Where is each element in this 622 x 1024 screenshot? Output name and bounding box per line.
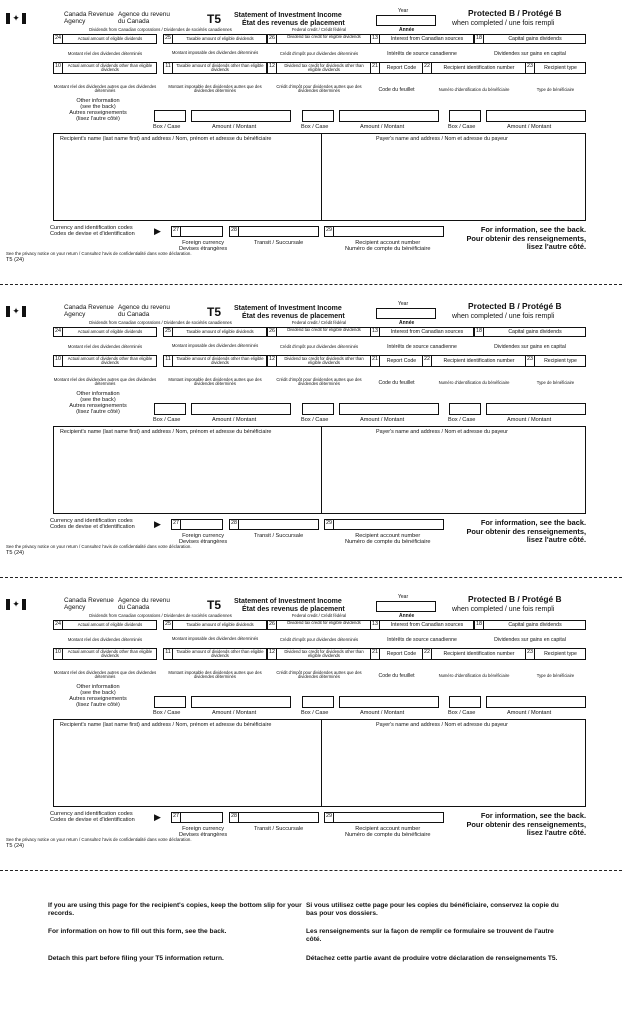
box-26[interactable]: 26 Dividend tax credit for eligible dividends — [267, 620, 371, 630]
recipient-name-address[interactable]: Recipient's name (last name first) and address / Nom, prénom et adresse du bénéficiaire — [53, 426, 322, 514]
box-13[interactable]: 13 Interest from Canadian sources — [370, 327, 474, 337]
year-label: Year — [398, 301, 409, 307]
box-12[interactable]: 12 Dividend tax credit for dividends other than eligible dividends — [267, 648, 371, 660]
box-13[interactable]: 13 Interest from Canadian sources — [370, 34, 474, 44]
protected-b: Protected B / Protégé B — [468, 8, 562, 18]
box-29[interactable]: 29 — [324, 519, 444, 530]
other-info-label: Other information (see the back) Autres renseignements (lisez l'autre côté) — [69, 98, 127, 123]
year-label: Year — [398, 594, 409, 600]
other-box-2[interactable] — [302, 696, 334, 708]
other-box-1[interactable] — [154, 110, 186, 122]
box-27[interactable]: 27 — [171, 226, 223, 237]
other-amount-3[interactable] — [486, 110, 586, 122]
when-completed: when completed / une fois rempli — [452, 20, 555, 27]
currency-codes-label: Currency and identification codes Codes de devise et d'identification — [50, 225, 135, 238]
other-box-2[interactable] — [302, 403, 334, 415]
box-23[interactable]: 23 Recipient type — [525, 355, 586, 367]
box-12[interactable]: 12 Dividend tax credit for dividends other than eligible dividends — [267, 355, 371, 367]
currency-codes-label: Currency and identification codes Codes de devise et d'identification — [50, 518, 135, 531]
year-field[interactable] — [376, 601, 436, 612]
other-amount-3[interactable] — [486, 696, 586, 708]
form-version: T5 (24) — [6, 843, 25, 849]
form-version: T5 (24) — [6, 257, 25, 263]
box-29[interactable]: 29 — [324, 812, 444, 823]
box-25[interactable]: 25 Taxable amount of eligible dividends — [163, 620, 267, 630]
canada-flag-icon: ✦ — [6, 306, 26, 317]
other-amount-2[interactable] — [339, 403, 439, 415]
note-keep-bottom-en: If you are using this page for the recipient's copies, keep the bottom slip for your records. — [48, 902, 302, 917]
form-code: T5 — [207, 598, 222, 612]
box-25[interactable]: 25 Taxable amount of eligible dividends — [163, 34, 267, 44]
box-28[interactable]: 28 — [229, 226, 319, 237]
federal-credit-header: Federal credit / Crédit fédéral — [291, 27, 347, 32]
form-code: T5 — [207, 305, 222, 319]
payer-name-address[interactable]: Payer's name and address / Nom et adresse du payeur — [321, 426, 586, 514]
box-18[interactable]: 18 Capital gains dividends — [474, 620, 586, 630]
box-24[interactable]: 24 Actual amount of eligible dividends — [53, 34, 157, 44]
other-amount-2[interactable] — [339, 110, 439, 122]
form-version: T5 (24) — [6, 550, 25, 556]
box-10[interactable]: 10 Actual amount of dividends other than eligible dividends — [53, 648, 157, 660]
year-field[interactable] — [376, 15, 436, 26]
other-box-3[interactable] — [449, 110, 481, 122]
year-label: Year — [398, 8, 409, 14]
form-code: T5 — [207, 12, 222, 26]
agency-en: Canada Revenue Agency — [64, 11, 114, 25]
when-completed: when completed / une fois rempli — [452, 606, 555, 613]
currency-codes-label: Currency and identification codes Codes de devise et d'identification — [50, 811, 135, 824]
box-11[interactable]: 11 Taxable amount of dividends other than eligible dividends — [163, 648, 267, 660]
box-22[interactable]: 22 Recipient identification number — [422, 355, 526, 367]
recipient-name-address[interactable]: Recipient's name (last name first) and address / Nom, prénom et adresse du bénéficiaire — [53, 719, 322, 807]
box-22[interactable]: 22 Recipient identification number — [422, 62, 526, 74]
t5-slip: ✦ Canada Revenue Agency Agence du revenu du Canada T5 Statement of Investment Income État des revenus de placement Year Année Protected B / Protégé B when completed / une fois rempli Dividends from Canadian corporations / Dividendes de sociétés canadiennes Federal credit / Crédit fédéral 24 Actual amount of eligible dividends 25 Taxable amount of eligible dividends 26 Dividend tax credit for eligible dividends 13 Interest from Canadian sources 18 Capital gains dividends Montant réel des dividendes déterminés Montant imposable des dividendes déterminés Crédit d'impôt pour dividendes déterminés Intérêts de source canadienne Dividendes sur gains en capital 10 Actual amount of dividends other than eligible dividends 11 Taxable amount of dividends other than eligible dividends 12 Dividend tax credit for dividends other than eligible dividends 21 Report Code 22 Recipient identification number 23 Recipient type Montant réel des dividendes autres que des dividendes déterminés Montant imposable des dividendes autres que des dividendes déterminés Crédit d'impôt pour dividendes autres que des dividendes déterminés Code du feuillet Numéro d'identification du bénéficiaire Type de bénéficiaire Other information (see the back) Autres renseignements (lisez l'autre côté) Box / Case Amount / Montant Box / Case Amount / Montant Box / Case Amount / Montant Recipient's name (last name first) and address / Nom, prénom et adresse du bénéficiaire Payer's name and address / Nom et adresse du payeur Currency and identification codes Codes de devise et d'identification ▶ 27 28 29 Foreign currency Devises étrangères Transit / Succursale Recipient account number Numéro de compte du bénéficiaire For information, see the back. Pour obtenir des renseignements, lisez l'autre côté. See the privacy notice on your return / Consultez l'avis de confidentialité dans votre déclaration. T5 (24) — [6, 8, 586, 263]
other-amount-1[interactable] — [191, 696, 291, 708]
agency-fr: Agence du revenu du Canada — [118, 304, 170, 318]
note-keep-bottom-fr: Si vous utilisez cette page pour les copies du bénéficiaire, conservez la copie du bas pour vos dossiers. — [306, 902, 559, 917]
note-how-to-fill-fr: Les renseignements sur la façon de remplir ce formulaire se trouvent de l'autre côté. — [306, 928, 554, 943]
arrow-right-icon: ▶ — [154, 226, 161, 236]
title-fr: État des revenus de placement — [242, 20, 345, 27]
box-23[interactable]: 23 Recipient type — [525, 62, 586, 74]
box-12[interactable]: 12 Dividend tax credit for dividends other than eligible dividends — [267, 62, 371, 74]
recipient-name-address[interactable]: Recipient's name (last name first) and address / Nom, prénom et adresse du bénéficiaire — [53, 133, 322, 221]
box-21[interactable]: 21 Report Code — [370, 355, 423, 367]
canada-flag-icon: ✦ — [6, 599, 26, 610]
year-label-fr: Année — [399, 27, 415, 33]
other-box-1[interactable] — [154, 696, 186, 708]
protected-b: Protected B / Protégé B — [468, 594, 562, 604]
detach-line — [0, 284, 622, 285]
box-28[interactable]: 28 — [229, 812, 319, 823]
note-how-to-fill-en: For information on how to fill out this form, see the back. — [48, 928, 227, 935]
payer-name-address[interactable]: Payer's name and address / Nom et adresse du payeur — [321, 719, 586, 807]
box-29[interactable]: 29 — [324, 226, 444, 237]
box-11[interactable]: 11 Taxable amount of dividends other than eligible dividends — [163, 355, 267, 367]
payer-name-address[interactable]: Payer's name and address / Nom et adresse du payeur — [321, 133, 586, 221]
title-fr: État des revenus de placement — [242, 606, 345, 613]
t5-slip: ✦ Canada Revenue Agency Agence du revenu du Canada T5 Statement of Investment Income État des revenus de placement Year Année Protected B / Protégé B when completed / une fois rempli Dividends from Canadian corporations / Dividendes de sociétés canadiennes Federal credit / Crédit fédéral 24 Actual amount of eligible dividends 25 Taxable amount of eligible dividends 26 Dividend tax credit for eligible dividends 13 Interest from Canadian sources 18 Capital gains dividends Montant réel des dividendes déterminés Montant imposable des dividendes déterminés Crédit d'impôt pour dividendes déterminés Intérêts de source canadienne Dividendes sur gains en capital 10 Actual amount of dividends other than eligible dividends 11 Taxable amount of dividends other than eligible dividends 12 Dividend tax credit for dividends other than eligible dividends 21 Report Code 22 Recipient identification number 23 Recipient type Montant réel des dividendes autres que des dividendes déterminés Montant imposable des dividendes autres que des dividendes déterminés Crédit d'impôt pour dividendes autres que des dividendes déterminés Code du feuillet Numéro d'identification du bénéficiaire Type de bénéficiaire Other information (see the back) Autres renseignements (lisez l'autre côté) Box / Case Amount / Montant Box / Case Amount / Montant Box / Case Amount / Montant Recipient's name (last name first) and address / Nom, prénom et adresse du bénéficiaire Payer's name and address / Nom et adresse du payeur Currency and identification codes Codes de devise et d'identification ▶ 27 28 29 Foreign currency Devises étrangères Transit / Succursale Recipient account number Numéro de compte du bénéficiaire For information, see the back. Pour obtenir des renseignements, lisez l'autre côté. See the privacy notice on your return / Consultez l'avis de confidentialité dans votre déclaration. T5 (24) — [6, 301, 586, 556]
info-see-back: For information, see the back. Pour obtenir des renseignements, lisez l'autre côté. — [466, 225, 586, 252]
box-23[interactable]: 23 Recipient type — [525, 648, 586, 660]
other-info-label: Other information (see the back) Autres renseignements (lisez l'autre côté) — [69, 684, 127, 709]
box-27[interactable]: 27 — [171, 812, 223, 823]
other-box-2[interactable] — [302, 110, 334, 122]
box-26[interactable]: 26 Dividend tax credit for eligible dividends — [267, 34, 371, 44]
box-21[interactable]: 21 Report Code — [370, 648, 423, 660]
when-completed: when completed / une fois rempli — [452, 313, 555, 320]
box-13[interactable]: 13 Interest from Canadian sources — [370, 620, 474, 630]
box-25[interactable]: 25 Taxable amount of eligible dividends — [163, 327, 267, 337]
other-box-1[interactable] — [154, 403, 186, 415]
arrow-right-icon: ▶ — [154, 519, 161, 529]
box-21[interactable]: 21 Report Code — [370, 62, 423, 74]
box-10[interactable]: 10 Actual amount of dividends other than eligible dividends — [53, 62, 157, 74]
box-27[interactable]: 27 — [171, 519, 223, 530]
title-fr: État des revenus de placement — [242, 313, 345, 320]
box-18[interactable]: 18 Capital gains dividends — [474, 34, 586, 44]
other-amount-1[interactable] — [191, 110, 291, 122]
agency-fr: Agence du revenu du Canada — [118, 11, 170, 25]
other-amount-3[interactable] — [486, 403, 586, 415]
detach-line — [0, 870, 622, 871]
dividends-header: Dividends from Canadian corporations / Dividendes de sociétés canadiennes — [89, 320, 232, 325]
arrow-right-icon: ▶ — [154, 812, 161, 822]
other-info-label: Other information (see the back) Autres renseignements (lisez l'autre côté) — [69, 391, 127, 416]
dividends-header: Dividends from Canadian corporations / Dividendes de sociétés canadiennes — [89, 613, 232, 618]
info-see-back: For information, see the back. Pour obtenir des renseignements, lisez l'autre côté. — [466, 518, 586, 545]
privacy-notice: See the privacy notice on your return / Consultez l'avis de confidentialité dans votre déclaration. — [6, 251, 192, 256]
title-en: Statement of Investment Income — [234, 305, 342, 312]
box-24[interactable]: 24 Actual amount of eligible dividends — [53, 327, 157, 337]
box-26[interactable]: 26 Dividend tax credit for eligible dividends — [267, 327, 371, 337]
info-see-back: For information, see the back. Pour obtenir des renseignements, lisez l'autre côté. — [466, 811, 586, 838]
other-amount-1[interactable] — [191, 403, 291, 415]
canada-flag-icon: ✦ — [6, 13, 26, 24]
box-18[interactable]: 18 Capital gains dividends — [474, 327, 586, 337]
agency-fr: Agence du revenu du Canada — [118, 597, 170, 611]
box-24[interactable]: 24 Actual amount of eligible dividends — [53, 620, 157, 630]
protected-b: Protected B / Protégé B — [468, 301, 562, 311]
agency-en: Canada Revenue Agency — [64, 597, 114, 611]
other-amount-2[interactable] — [339, 696, 439, 708]
box-28[interactable]: 28 — [229, 519, 319, 530]
privacy-notice: See the privacy notice on your return / Consultez l'avis de confidentialité dans votre déclaration. — [6, 837, 192, 842]
t5-slip: ✦ Canada Revenue Agency Agence du revenu du Canada T5 Statement of Investment Income État des revenus de placement Year Année Protected B / Protégé B when completed / une fois rempli Dividends from Canadian corporations / Dividendes de sociétés canadiennes Federal credit / Crédit fédéral 24 Actual amount of eligible dividends 25 Taxable amount of eligible dividends 26 Dividend tax credit for eligible dividends 13 Interest from Canadian sources 18 Capital gains dividends Montant réel des dividendes déterminés Montant imposable des dividendes déterminés Crédit d'impôt pour dividendes déterminés Intérêts de source canadienne Dividendes sur gains en capital 10 Actual amount of dividends other than eligible dividends 11 Taxable amount of dividends other than eligible dividends 12 Dividend tax credit for dividends other than eligible dividends 21 Report Code 22 Recipient identification number 23 Recipient type Montant réel des dividendes autres que des dividendes déterminés Montant imposable des dividendes autres que des dividendes déterminés Crédit d'impôt pour dividendes autres que des dividendes déterminés Code du feuillet Numéro d'identification du bénéficiaire Type de bénéficiaire Other information (see the back) Autres renseignements (lisez l'autre côté) Box / Case Amount / Montant Box / Case Amount / Montant Box / Case Amount / Montant Recipient's name (last name first) and address / Nom, prénom et adresse du bénéficiaire Payer's name and address / Nom et adresse du payeur Currency and identification codes Codes de devise et d'identification ▶ 27 28 29 Foreign currency Devises étrangères Transit / Succursale Recipient account number Numéro de compte du bénéficiaire For information, see the back. Pour obtenir des renseignements, lisez l'autre côté. See the privacy notice on your return / Consultez l'avis de confidentialité dans votre déclaration. T5 (24) — [6, 594, 586, 849]
title-en: Statement of Investment Income — [234, 598, 342, 605]
note-detach-fr: Détachez cette partie avant de produire votre déclaration de renseignements T5. — [306, 955, 558, 962]
box-22[interactable]: 22 Recipient identification number — [422, 648, 526, 660]
privacy-notice: See the privacy notice on your return / Consultez l'avis de confidentialité dans votre déclaration. — [6, 544, 192, 549]
year-label-fr: Année — [399, 613, 415, 619]
year-field[interactable] — [376, 308, 436, 319]
detach-line — [0, 577, 622, 578]
year-label-fr: Année — [399, 320, 415, 326]
dividends-header: Dividends from Canadian corporations / Dividendes de sociétés canadiennes — [89, 27, 232, 32]
box-11[interactable]: 11 Taxable amount of dividends other than eligible dividends — [163, 62, 267, 74]
other-box-3[interactable] — [449, 696, 481, 708]
federal-credit-header: Federal credit / Crédit fédéral — [291, 320, 347, 325]
agency-en: Canada Revenue Agency — [64, 304, 114, 318]
title-en: Statement of Investment Income — [234, 12, 342, 19]
federal-credit-header: Federal credit / Crédit fédéral — [291, 613, 347, 618]
other-box-3[interactable] — [449, 403, 481, 415]
note-detach-en: Detach this part before filing your T5 information return. — [48, 955, 224, 962]
box-10[interactable]: 10 Actual amount of dividends other than eligible dividends — [53, 355, 157, 367]
